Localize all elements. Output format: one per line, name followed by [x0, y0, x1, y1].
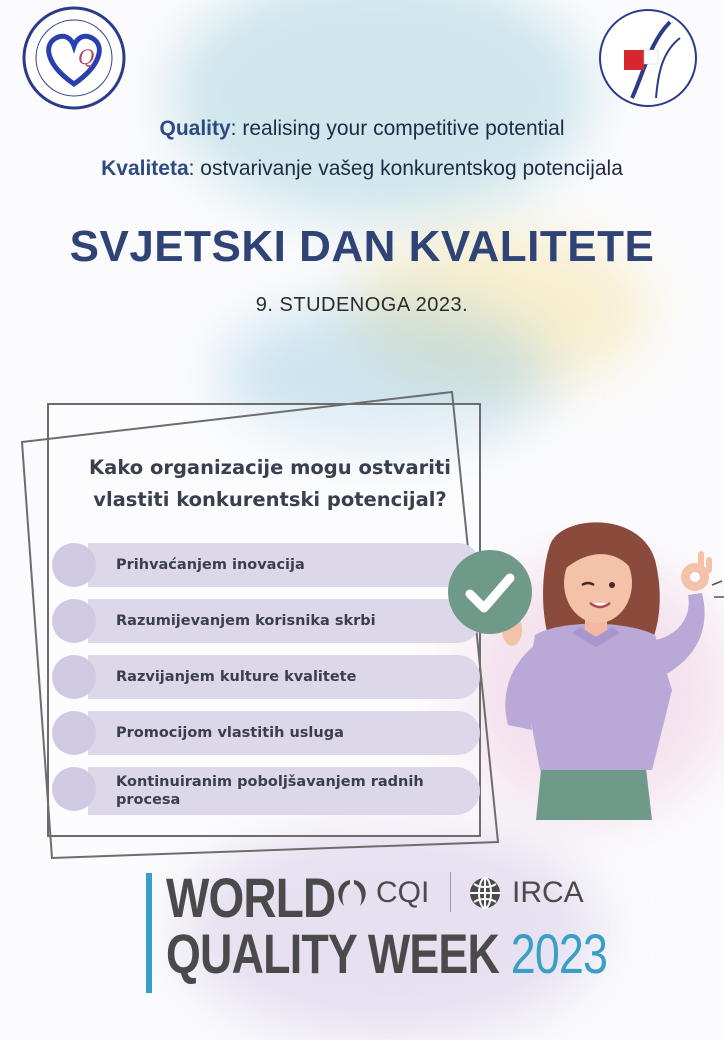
list-item: [52, 711, 480, 755]
list-item: [52, 767, 480, 815]
subtitle-croatian-rest: : ostvarivanje vašeg konkurentskog potencijala: [188, 157, 623, 180]
event-date: 9. STUDENOGA 2023.: [255, 294, 469, 316]
item-bullet: [52, 655, 96, 699]
item-bullet: [52, 711, 96, 755]
item-bullet: [52, 543, 96, 587]
subtitle-english-rest: : realising your competitive potential: [230, 117, 565, 140]
footer-year: 2023: [510, 922, 608, 985]
partner-cqi: CQI: [376, 876, 430, 909]
irca-globe-icon: [466, 876, 504, 910]
item-label: Promocijom vlastitih usluga: [116, 725, 344, 741]
footer-quality-week: [166, 924, 607, 984]
footer-quality-week-text: QUALITY WEEK: [166, 922, 500, 985]
item-label: Razvijanjem kulture kvalitete: [116, 669, 357, 685]
item-label: Prihvaćanjem inovacija: [116, 557, 305, 573]
item-bullet: [52, 599, 96, 643]
footer-world-text: WORLD: [166, 866, 336, 929]
page-title: SVJETSKI DAN KVALITETE: [69, 222, 655, 271]
list-item: [52, 655, 480, 699]
item-label: Razumijevanjem korisnika skrbi: [116, 613, 376, 629]
svg-text:Q: Q: [78, 45, 95, 69]
item-label: Kontinuiranim poboljšavanjem radnih procesa: [116, 774, 424, 808]
partner-irca: IRCA: [512, 876, 584, 909]
list-item: [52, 599, 480, 643]
item-bullet: [52, 767, 96, 811]
list-item: [52, 543, 480, 587]
subtitle-croatian-bold: Kvaliteta: [101, 157, 189, 180]
cqi-logo-icon: [330, 876, 374, 910]
check-icon: [446, 548, 534, 636]
subtitle-english-bold: Quality: [159, 117, 231, 140]
footer-accent-bar: [146, 873, 152, 993]
question-text: Kako organizacije mogu ostvariti vlastiti konkurentski potencijal?: [89, 456, 451, 511]
partner-divider: [450, 872, 451, 912]
